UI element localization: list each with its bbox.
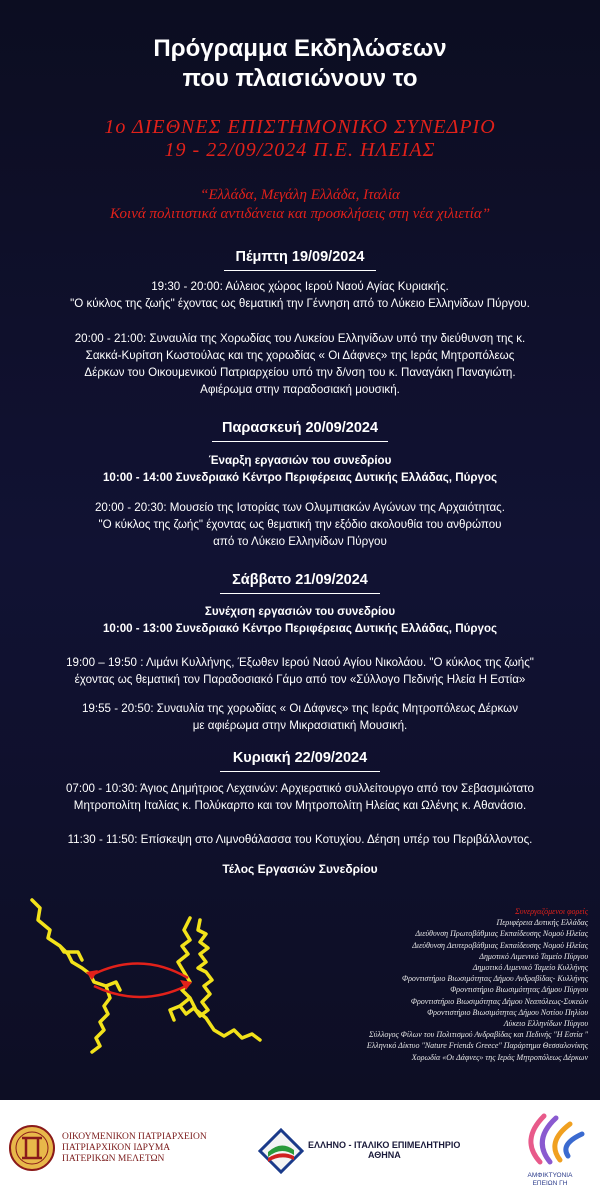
partner-item: Δημοτικό Λιμενικό Ταμείο Κυλλήνης: [472, 963, 588, 973]
end-title: Τέλος Εργασιών Συνεδρίου: [222, 862, 378, 876]
partner-item: Ελληνικό Δίκτυο "Nature Friends Greece" Παράρτημα Θεσσαλονίκης: [366, 1041, 588, 1051]
logo-line: ΠΑΤΕΡΙΚΩΝ ΜΕΛΕΤΩΝ: [62, 1154, 165, 1164]
page-title: Πρόγραμμα Εκδηλώσεων: [153, 35, 447, 62]
event-item: [6, 654, 594, 688]
session-time: 10:00 - 14:00 Συνεδριακό Κέντρο Περιφέρειας Δυτικής Ελλάδας, Πύργος: [102, 471, 498, 484]
session-title: Συνέχιση εργασιών του συνεδρίου: [204, 605, 396, 618]
day-title: Σάββατο 21/09/2024: [232, 572, 368, 588]
event-line: Αφιέρωμα στην παραδοσιακή μουσική.: [200, 383, 400, 396]
partner-item: Φροντιστήριο Βιωσιμότητας Δήμου Νεαπόλεως-Συκεών: [410, 996, 588, 1006]
event-line: 19:55 - 20:50: Συναυλία της χορωδίας « Οι Δάφνες» της Ιεράς Μητροπόλεως Δέρκων: [81, 702, 518, 715]
event-line: "Ο κύκλος της ζωής" έχοντας ως θεματική την Γέννηση από το Λύκειο Ελληνίδων Πύργου.: [70, 297, 530, 310]
day-title: Κυριακή 22/09/2024: [232, 750, 368, 766]
event-line: 20:00 - 21:00: Συναυλία της Χορωδίας του Λυκείου Ελληνίδων υπό την διεύθυνση της κ.: [74, 332, 526, 345]
logo-line: ΑΜΦΙΚΤΥΟΝΙΑ: [527, 1172, 573, 1179]
day-title: Πέμπτη 19/09/2024: [235, 249, 365, 265]
event-item: [6, 278, 594, 312]
event-line: 19:00 – 19:50 : Λιμάνι Κυλλήνης, Έξωθεν Ιερού Ναού Αγίου Νικολάου. "Ο κύκλος της ζωής": [66, 656, 534, 669]
event-item: [6, 831, 594, 848]
partners-heading: Συνεργαζόμενοι φορείς: [515, 907, 588, 916]
event-item: [6, 700, 594, 734]
motto-line-1: “Ελλάδα, Μεγάλη Ελλάδα, Ιταλία: [200, 187, 400, 203]
event-line: από το Λύκειο Ελληνίδων Πύργου: [213, 535, 387, 548]
event-line: "Ο κύκλος της ζωής" έχοντας ως θεματική την εξόδιο ακολουθία του ανθρώπου: [98, 518, 502, 531]
session-block: [6, 603, 594, 637]
session-title: Έναρξη εργασιών του συνεδρίου: [208, 454, 392, 467]
logo-line: ΟΙΚΟΥΜΕΝΙΚΟΝ ΠΑΤΡΙΑΡΧΕΙΟΝ: [62, 1132, 207, 1142]
partner-item: Φροντιστήριο Βιωσιμότητας Δήμου Νοτίου Πηλίου: [427, 1007, 588, 1017]
event-line: Μητροπολίτη Ιταλίας κ. Πολύκαρπο και τον Μητροπολίτη Ηλείας και Ωλένης κ. Αθανάσιο.: [73, 799, 527, 812]
event-line: Σακκά-Κυρίτση Κωστούλας και της χορωδίας « Οι Δάφνες» της Ιεράς Μητροπόλεως: [85, 349, 515, 362]
event-line: 19:30 - 20:00: Αύλειος χώρος Ιερού Ναού Αγίας Κυριακής.: [151, 280, 449, 293]
event-line: 07:00 - 10:30: Άγιος Δημήτριος Λεχαινών: Αρχιερατικό συλλείτουργο από τον Σεβασμιώτατο: [65, 782, 535, 795]
logo-line: ΠΑΤΡΙΑΡΧΙΚΟΝ ΙΔΡΥΜΑ: [62, 1143, 171, 1153]
conference-dates: 19 - 22/09/2024 Π.Ε. ΗΛΕΙΑΣ: [164, 139, 436, 161]
day-underline: [220, 593, 380, 594]
greece-coastline: [170, 918, 260, 1040]
sponsor-logos-bar: [0, 1100, 600, 1200]
chamber-logo: [258, 1128, 304, 1174]
day-underline: [212, 441, 388, 442]
partner-item: Σύλλογος Φίλων του Πολιτισμού Ανδραβίδας και Πεδινής "Η Εστία ": [369, 1030, 588, 1040]
event-item: [6, 330, 594, 398]
day-underline: [220, 771, 380, 772]
partner-item: Περιφέρεια Δυτικής Ελλάδας: [496, 918, 588, 928]
italy-coastline: [32, 900, 120, 1052]
patriarchate-logo: [8, 1124, 56, 1172]
logo-line: ΕΛΛΗΝΟ - ΙΤΑΛΙΚΟ ΕΠΙΜΕΛΗΤΗΡΙΟ: [308, 1140, 461, 1150]
partner-item: Διεύθυνση Δευτεροβάθμιας Εκπαίδευσης Νομού Ηλείας: [412, 940, 588, 950]
session-block: [6, 452, 594, 486]
amphictyony-logo: [510, 1110, 590, 1170]
logo-line: ΑΘΗΝΑ: [368, 1150, 401, 1160]
partner-item: Φροντιστήριο Βιωσιμότητας Δήμου Ανδραβίδας- Κυλλήνης: [401, 974, 588, 984]
event-line: 11:30 - 11:50: Επίσκεψη στο Λιμνοθάλασσα του Κοτυχίου. Δέηση υπέρ του Περιβάλλοντος.: [67, 833, 533, 846]
partner-item: Φροντιστήριο Βιωσιμότητας Δήμου Πύργου: [450, 985, 588, 995]
event-line: Δέρκων του Οικουμενικού Πατριαρχείου υπό την δ/νση του κ. Παναγάκη Παναγιώτη.: [84, 366, 516, 379]
connection-arrow: [90, 963, 188, 978]
chamber-name: [308, 1140, 488, 1160]
motto-line-2: Κοινά πολιτιστικά αντιδάνεια και προσκλήσεις στη νέα χιλιετία”: [109, 206, 491, 222]
partner-item: Λύκειο Ελληνίδων Πύργου: [503, 1019, 588, 1029]
event-item: [6, 780, 594, 814]
page-subtitle: που πλαισιώνουν το: [182, 65, 418, 92]
day-underline: [224, 270, 376, 271]
event-line: έχοντας ως θεματική τον Παραδοσιακό Γάμο από τον «Σύλλογο Πεδινής Ηλεία Η Εστία»: [74, 673, 526, 686]
day-title: Παρασκευή 20/09/2024: [221, 420, 379, 436]
session-time: 10:00 - 13:00 Συνεδριακό Κέντρο Περιφέρειας Δυτικής Ελλάδας, Πύργος: [102, 622, 498, 635]
event-item: [6, 499, 594, 550]
partners-list: [248, 906, 588, 1063]
amphictyony-name: [510, 1172, 590, 1188]
logo-line: ΕΠΕΙΩΝ ΓΗ: [532, 1180, 568, 1187]
partner-item: Δημοτικό Λιμενικό Ταμείο Πύργου: [479, 951, 588, 961]
conference-name: 1ο ΔΙΕΘΝΕΣ ΕΠΙΣΤΗΜΟΝΙΚΟ ΣΥΝΕΔΡΙΟ: [104, 116, 496, 138]
patriarchate-name: [62, 1132, 207, 1165]
map-illustration: [20, 890, 280, 1070]
event-line: με αφιέρωμα στην Μικρασιατική Μουσική.: [192, 719, 408, 732]
partner-item: Χορωδία «Οι Δάφνες» της Ιεράς Μητροπόλεως Δέρκων: [411, 1052, 588, 1062]
event-line: 20:00 - 20:30: Μουσείο της Ιστορίας των Ολυμπιακών Αγώνων της Αρχαιότητας.: [94, 501, 505, 514]
partner-item: Διεύθυνση Πρωτοβάθμιας Εκπαίδευσης Νομού Ηλείας: [415, 929, 588, 939]
